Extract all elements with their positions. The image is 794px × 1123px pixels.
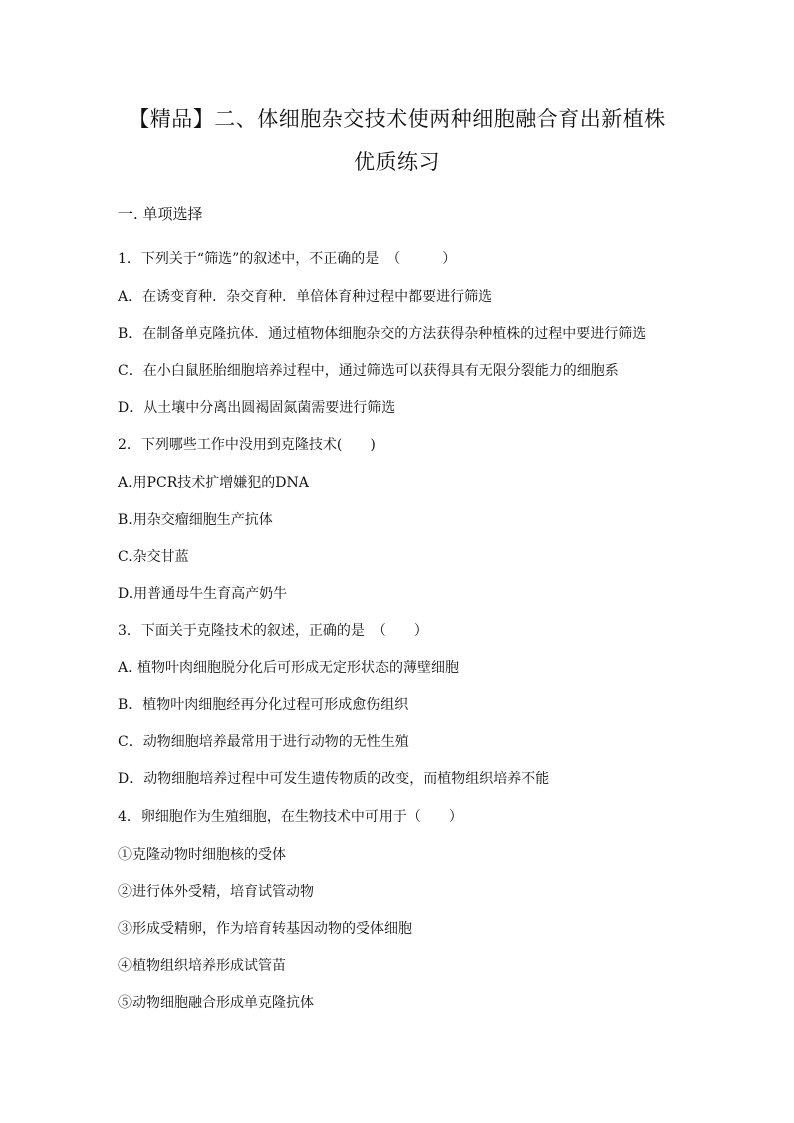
question-2-option-b: B.用杂交瘤细胞生产抗体 [118,512,273,528]
question-1-option-b: B．在制备单克隆抗体．通过植物体细胞杂交的方法获得杂种植株的过程中要进行筛选 [118,326,647,342]
question-3-option-b: B．植物叶肉细胞经再分化过程可形成愈伤组织 [118,697,409,713]
question-3-option-d: D．动物细胞培养过程中可发生遗传物质的改变，而植物组织培养不能 [118,771,550,787]
question-4-item-5: ⑤动物细胞融合形成单克隆抗体 [118,995,314,1011]
document-subtitle: 优质练习 [354,150,440,174]
question-2-option-d: D.用普通母牛生育高产奶牛 [118,586,288,602]
question-1-option-a: A．在诱变育种．杂交育种．单倍体育种过程中都要进行筛选 [118,289,493,305]
question-3-option-c: C．动物细胞培养最常用于进行动物的无性生殖 [118,734,409,750]
question-4-item-4: ④植物组织培养形成试管苗 [118,958,286,974]
question-4-item-2: ②进行体外受精，培育试管动物 [118,884,314,900]
question-3-stem: 3．下面关于克隆技术的叙述，正确的是 （ ） [118,623,428,639]
document-title: 【精品】二、体细胞杂交技术使两种细胞融合育出新植株 [128,107,666,131]
question-4-item-3: ③形成受精卵，作为培育转基因动物的受体细胞 [118,921,412,937]
question-1-option-c: C．在小白鼠胚胎细胞培养过程中，通过筛选可以获得具有无限分裂能力的细胞系 [118,363,619,379]
question-1-stem: 1．下列关于“筛选”的叙述中，不正确的是 （ ） [118,251,457,267]
question-2-option-a: A.用PCR技术扩增嫌犯的DNA [118,475,309,491]
question-2-stem: 2．下列哪些工作中没用到克隆技术( ) [118,437,376,453]
question-4-item-1: ①克隆动物时细胞核的受体 [118,847,286,863]
question-2-option-c: C.杂交甘蓝 [118,549,189,565]
question-3-option-a: A. 植物叶肉细胞脱分化后可形成无定形状态的薄壁细胞 [118,660,460,676]
question-4-stem: 4．卵细胞作为生殖细胞，在生物技术中可用于（ ） [118,809,463,825]
section-heading: 一. 单项选择 [118,205,203,223]
question-1-option-d: D．从土壤中分离出圆褐固氮菌需要进行筛选 [118,400,396,416]
